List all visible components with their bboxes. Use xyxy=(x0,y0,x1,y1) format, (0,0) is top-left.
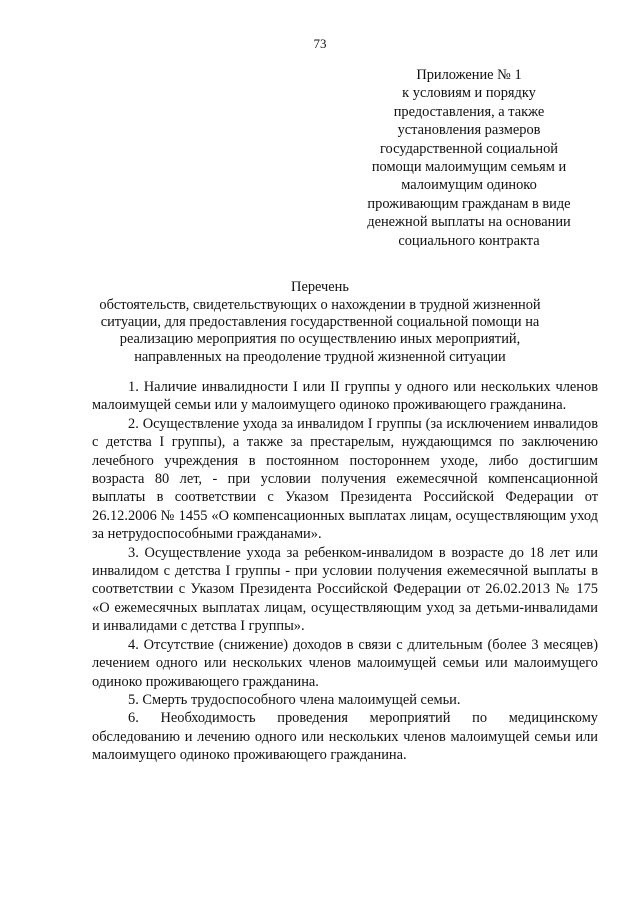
list-item: 1. Наличие инвалидности I или II группы у одного или нескольких членов малоимущей семьи или у малоимущего одиноко проживающего гражданина. xyxy=(92,379,598,414)
page-number: 73 xyxy=(313,36,327,51)
appendix-line: предоставления, а также xyxy=(393,103,545,120)
appendix-header xyxy=(356,66,582,250)
appendix-line: денежной выплаты на основании xyxy=(367,214,571,231)
appendix-line: установления размеров xyxy=(397,122,541,139)
subtitle-line: реализацию мероприятия по осуществлению иных мероприятий, xyxy=(119,331,521,348)
list-item: 5. Смерть трудоспособного члена малоимущей семьи. xyxy=(128,691,461,708)
document-title: Перечень xyxy=(291,279,349,295)
list-item: 3. Осуществление ухода за ребенком-инвалидом в возрасте до 18 лет или инвалидом с детства I группы - при условии получения ежемесячной выплаты в соответствии с Указом Президента Российской Федерации от 26.02.2013 № 175 «О ежемесячных выплатах лицам, осуществляющим уход за детьми-инвалидами и инвалидами с детства I группы». xyxy=(92,544,598,635)
subtitle-line: ситуации, для предоставления государственной социальной помощи на xyxy=(100,314,540,331)
list-item: 4. Отсутствие (снижение) доходов в связи с длительным (более 3 месяцев) лечением одного или нескольких членов малоимущей семьи или малоимущего одиноко проживающего гражданина. xyxy=(92,636,598,690)
appendix-line: малоимущим одиноко xyxy=(401,177,537,194)
list-item: 2. Осуществление ухода за инвалидом I группы (за исключением инвалидов с детства I группы), а также за престарелым, нуждающимся по заключению лечебного учреждения в постоянном постороннем уходе, либо достигшим возраста 80 лет, - при условии получения ежемесячной компенсационной выплаты в соответствии с Указом Президента Российской Федерации от 26.12.2006 № 1455 «О компенсационных выплатах лицам, осуществляющим уход за нетрудоспособными гражданами». xyxy=(92,415,598,543)
subtitle-line: обстоятельств, свидетельствующих о нахождении в трудной жизненной xyxy=(99,297,541,313)
appendix-line: к условиям и порядку xyxy=(402,85,536,102)
subtitle-line: направленных на преодоление трудной жизненной ситуации xyxy=(134,348,506,365)
appendix-line: государственной социальной xyxy=(380,140,558,157)
appendix-line: проживающим гражданам в виде xyxy=(367,195,571,212)
list-item: 6. Необходимость проведения мероприятий по медицинскому обследованию и лечению одного или нескольких членов малоимущей семьи или малоимущего одиноко проживающего гражданина. xyxy=(92,710,598,764)
appendix-line: социального контракта xyxy=(398,232,540,249)
document-body xyxy=(92,378,598,765)
document-subtitle xyxy=(0,297,640,366)
appendix-line: Приложение № 1 xyxy=(416,67,522,83)
appendix-line: помощи малоимущим семьям и xyxy=(371,159,567,176)
